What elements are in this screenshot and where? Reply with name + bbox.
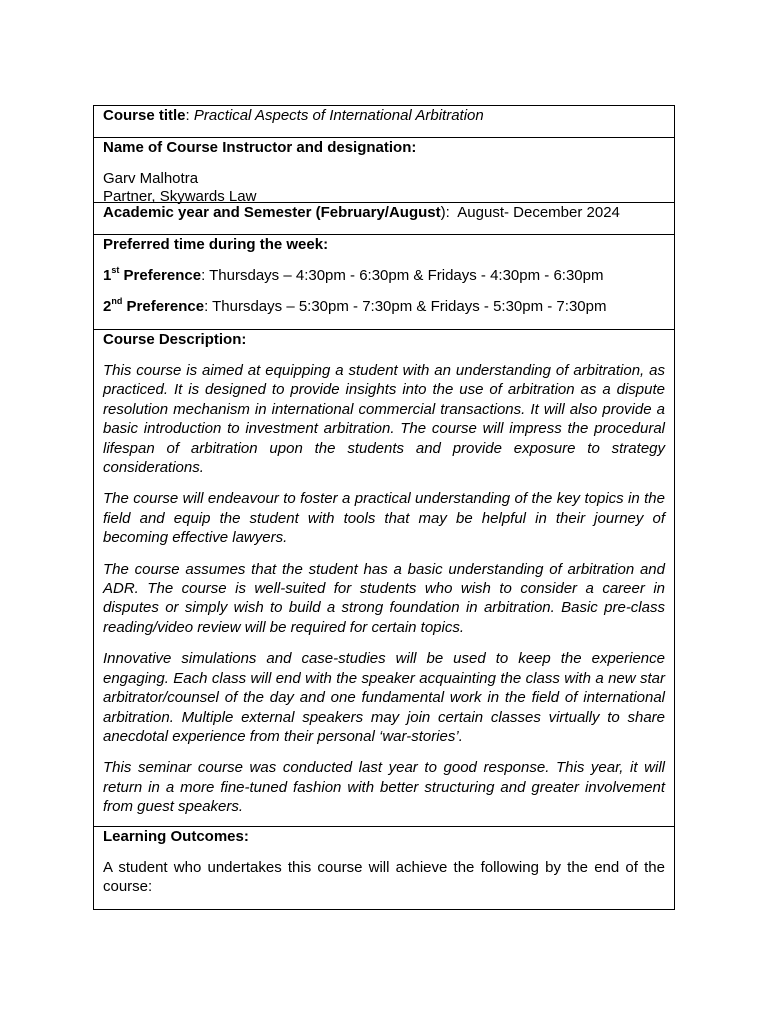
instructor-row (94, 138, 674, 203)
learning-outcomes-row (94, 827, 674, 909)
description-paragraph-4: Innovative simulations and case-studies will be used to keep the experience engaging. Each class will end with the speaker acquainting the class with a new star arbitrator/counsel of the day and one fundamental work in the field of international arbitration. Multiple external speakers may join certain classes virtually to share anecdotal experience from their personal ‘war-stories’. (103, 650, 665, 745)
course-description-label: Course Description: (103, 331, 247, 348)
description-paragraph-5: This seminar course was conducted last year to good response. This year, it will return in a more fine-tuned fashion with better structuring and greater involvement from guest speakers. (103, 759, 665, 816)
second-preference-value: : Thursdays – 5:30pm - 7:30pm & Fridays - 5:30pm - 7:30pm (204, 298, 607, 315)
academic-year-label-end: ): (440, 204, 450, 221)
course-title-line (103, 106, 665, 125)
course-title-value: Practical Aspects of International Arbitration (193, 107, 484, 124)
description-paragraph-1: This course is aimed at equipping a student with an understanding of arbitration, as practiced. It is designed to provide insights into the use of arbitration as a dispute resolution mechanism in international commercial transactions. It will also provide a basic introduction to investment arbitration. The course will impress the procedural lifespan of arbitration upon the students and provide exposure to strategy considerations. (103, 362, 665, 477)
preferred-time-label: Preferred time during the week: (103, 236, 329, 253)
learning-outcomes-label: Learning Outcomes: (103, 828, 249, 845)
course-info-table (93, 105, 675, 910)
instructor-name: Garv Malhotra (103, 170, 199, 187)
preferred-time-row (94, 235, 674, 330)
course-title-label: Course title (103, 107, 186, 124)
second-preference-number: 2 (103, 298, 112, 315)
description-paragraph-3: The course assumes that the student has a basic understanding of arbitration and ADR. The course is well-suited for students who wish to consider a career in disputes or simply wish to build a strong foundation in arbitration. Basic pre-class reading/video review will be required for certain topics. (103, 560, 665, 636)
first-preference-line (103, 266, 665, 285)
description-paragraph-2: The course will endeavour to foster a practical understanding of the key topics in the field and equip the student with tools that may be helpful in their journey of becoming effective lawyers. (103, 490, 665, 547)
course-title-row (94, 106, 674, 138)
first-preference-value: : Thursdays – 4:30pm - 6:30pm & Fridays - 4:30pm - 6:30pm (201, 267, 604, 284)
second-preference-line (103, 297, 665, 316)
academic-year-value: August- December 2024 (449, 204, 620, 221)
academic-year-row (94, 203, 674, 235)
first-preference-label: Preference (119, 267, 202, 284)
course-description-row (94, 330, 674, 827)
first-preference-number: 1 (103, 267, 112, 284)
academic-year-label: Academic year and Semester (February/August (103, 204, 441, 221)
instructor-designation: Partner, Skywards Law (103, 188, 257, 205)
learning-outcomes-intro: A student who undertakes this course will achieve the following by the end of the course: (103, 859, 665, 896)
second-preference-label: Preference (122, 298, 205, 315)
academic-year-line (103, 203, 665, 222)
instructor-label: Name of Course Instructor and designation: (103, 139, 417, 156)
course-title-separator: : (185, 107, 194, 124)
first-preference-ordinal: st (111, 265, 120, 275)
second-preference-ordinal: nd (111, 296, 123, 306)
